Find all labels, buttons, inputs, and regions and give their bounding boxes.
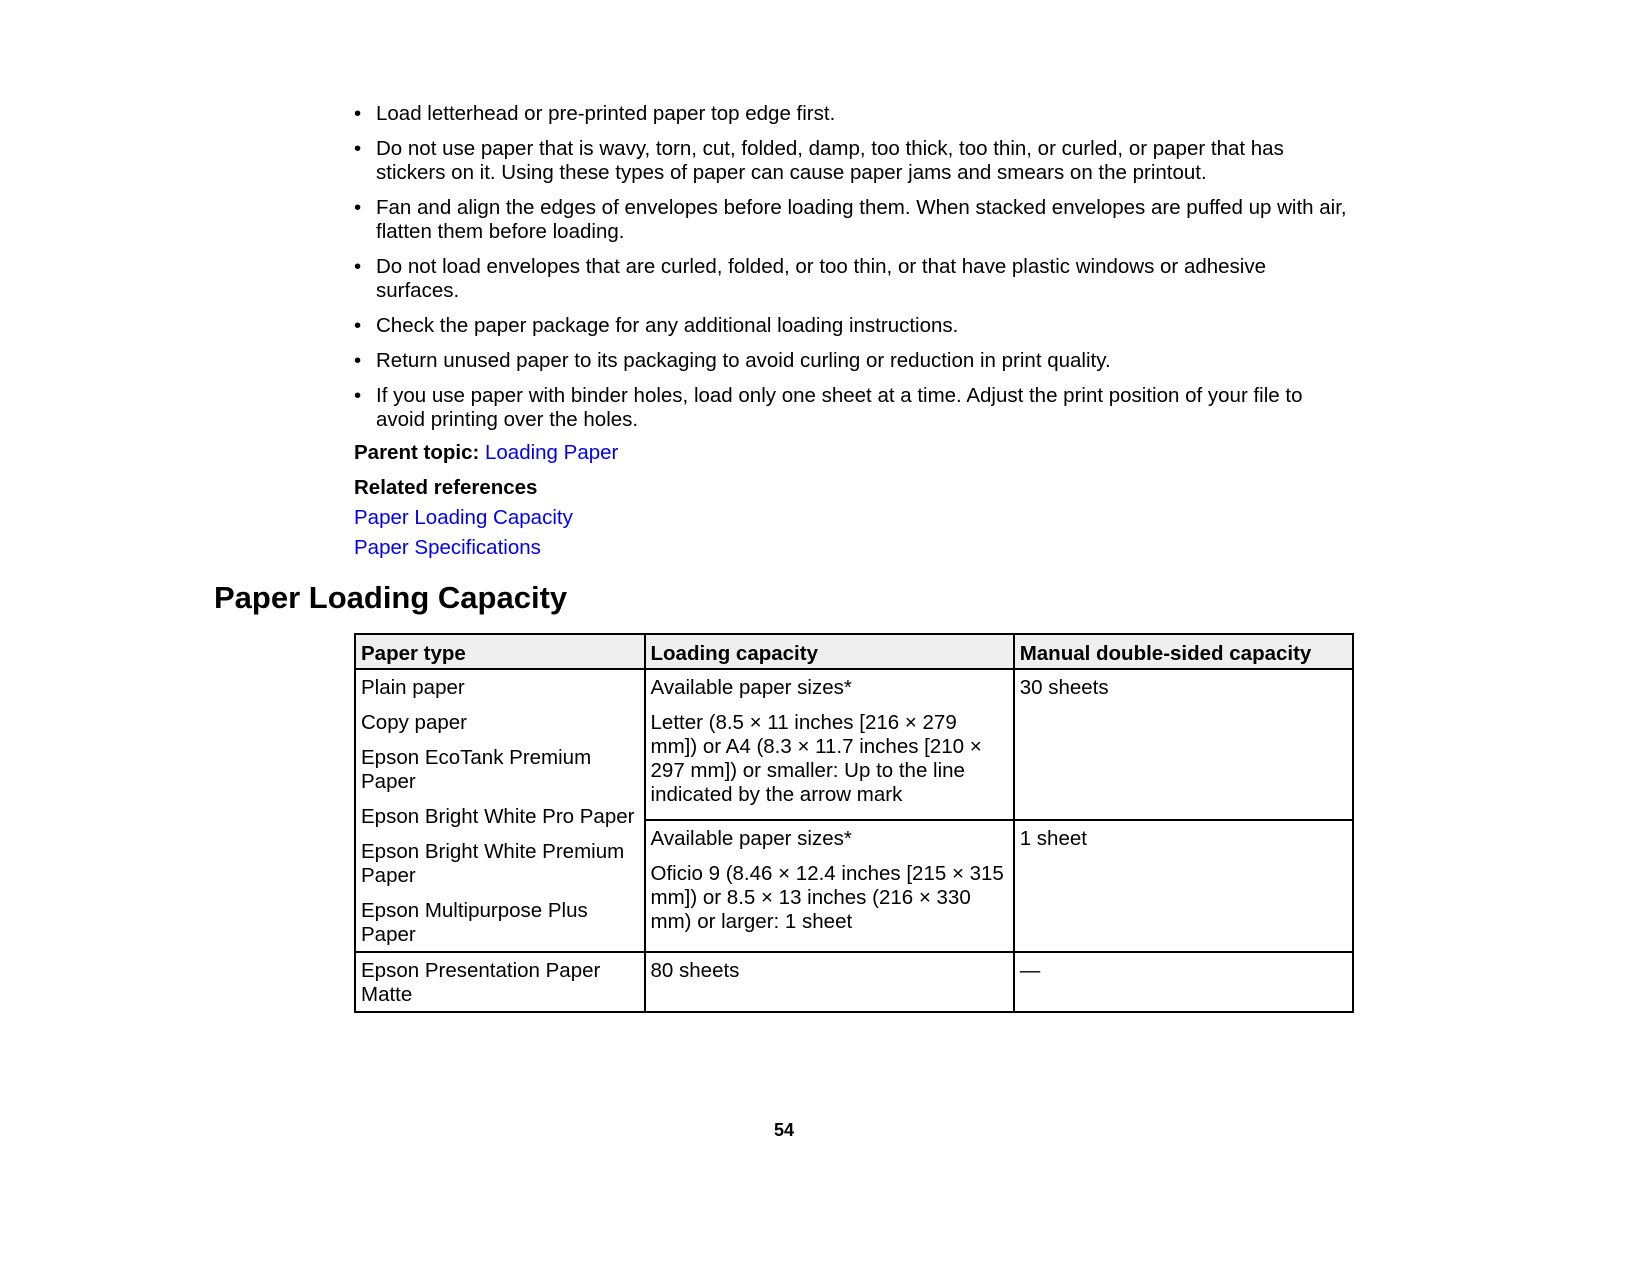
section-title: Paper Loading Capacity <box>214 580 568 615</box>
bullet-icon: • <box>354 384 362 407</box>
table-header-row <box>355 634 1353 669</box>
list-item: • Load letterhead or pre-printed paper top edge first. <box>354 102 836 125</box>
bullet-icon: • <box>354 102 362 125</box>
parent-topic <box>354 441 618 465</box>
bullet-icon: • <box>354 255 362 278</box>
capacity-text: Available paper sizes* <box>650 676 852 699</box>
paper-type: Epson Bright White Pro Paper <box>361 805 635 828</box>
double-sided-cell: 30 sheets <box>1014 669 1353 820</box>
double-sided-cell: 1 sheet <box>1014 820 1353 952</box>
list-item: • Do not load envelopes that are curled, folded, or too thin, or that have plastic windows or adhesive surfaces. <box>354 255 1267 302</box>
paper-type: Copy paper <box>361 711 467 734</box>
table-row <box>355 669 1353 820</box>
bullet-icon: • <box>354 349 362 372</box>
bullet-icon: • <box>354 137 362 160</box>
list-item: • Fan and align the edges of envelopes before loading them. When stacked envelopes are puffed up with air, flatten them before loading. <box>354 196 1347 243</box>
parent-topic-label: Parent topic: <box>354 441 480 464</box>
list-item: • If you use paper with binder holes, load only one sheet at a time. Adjust the print position of your file to avoid printing over the holes. <box>354 384 1303 431</box>
paper-type: Plain paper <box>361 676 465 699</box>
related-link-paper-loading-capacity[interactable]: Paper Loading Capacity <box>354 506 573 529</box>
paper-type: Epson Multipurpose Plus Paper <box>361 899 588 946</box>
header-paper-type: Paper type <box>355 634 645 669</box>
page-number: 54 <box>773 1120 795 1140</box>
loading-capacity-cell <box>645 669 1014 820</box>
paper-capacity-table <box>354 633 1354 1013</box>
tips-list <box>354 102 1354 443</box>
related-link-paper-specifications[interactable]: Paper Specifications <box>354 536 541 559</box>
paper-type-cell <box>355 669 645 952</box>
list-item: • Return unused paper to its packaging to avoid curling or reduction in print quality. <box>354 349 1111 372</box>
double-sided-cell: — <box>1014 952 1353 1012</box>
capacity-text: Letter (8.5 × 11 inches [216 × 279 mm]) or A4 (8.3 × 11.7 inches [210 × 297 mm]) or smaller: Up to the line indicated by the arrow mark <box>650 711 982 806</box>
header-loading-capacity: Loading capacity <box>645 634 1014 669</box>
list-item: • Do not use paper that is wavy, torn, cut, folded, damp, too thick, too thin, or curled, or paper that has stickers on it. Using these types of paper can cause paper jams and smears on the printout. <box>354 137 1284 184</box>
paper-type: Epson EcoTank Premium Paper <box>361 746 592 793</box>
bullet-icon: • <box>354 196 362 219</box>
capacity-text: Available paper sizes* <box>650 827 852 850</box>
loading-capacity-cell: 80 sheets <box>645 952 1014 1012</box>
related-references-heading: Related references <box>354 476 538 499</box>
table-row <box>355 952 1353 1012</box>
loading-capacity-cell <box>645 820 1014 952</box>
paper-type-cell: Epson Presentation Paper Matte <box>355 952 645 1012</box>
bullet-icon: • <box>354 314 362 337</box>
header-double-sided: Manual double-sided capacity <box>1014 634 1353 669</box>
list-item: • Check the paper package for any additional loading instructions. <box>354 314 959 337</box>
parent-topic-link[interactable]: Loading Paper <box>485 441 619 464</box>
capacity-text: Oficio 9 (8.46 × 12.4 inches [215 × 315 mm]) or 8.5 × 13 inches (216 × 330 mm) or larger: 1 sheet <box>650 862 1004 933</box>
paper-type: Epson Bright White Premium Paper <box>361 840 625 887</box>
